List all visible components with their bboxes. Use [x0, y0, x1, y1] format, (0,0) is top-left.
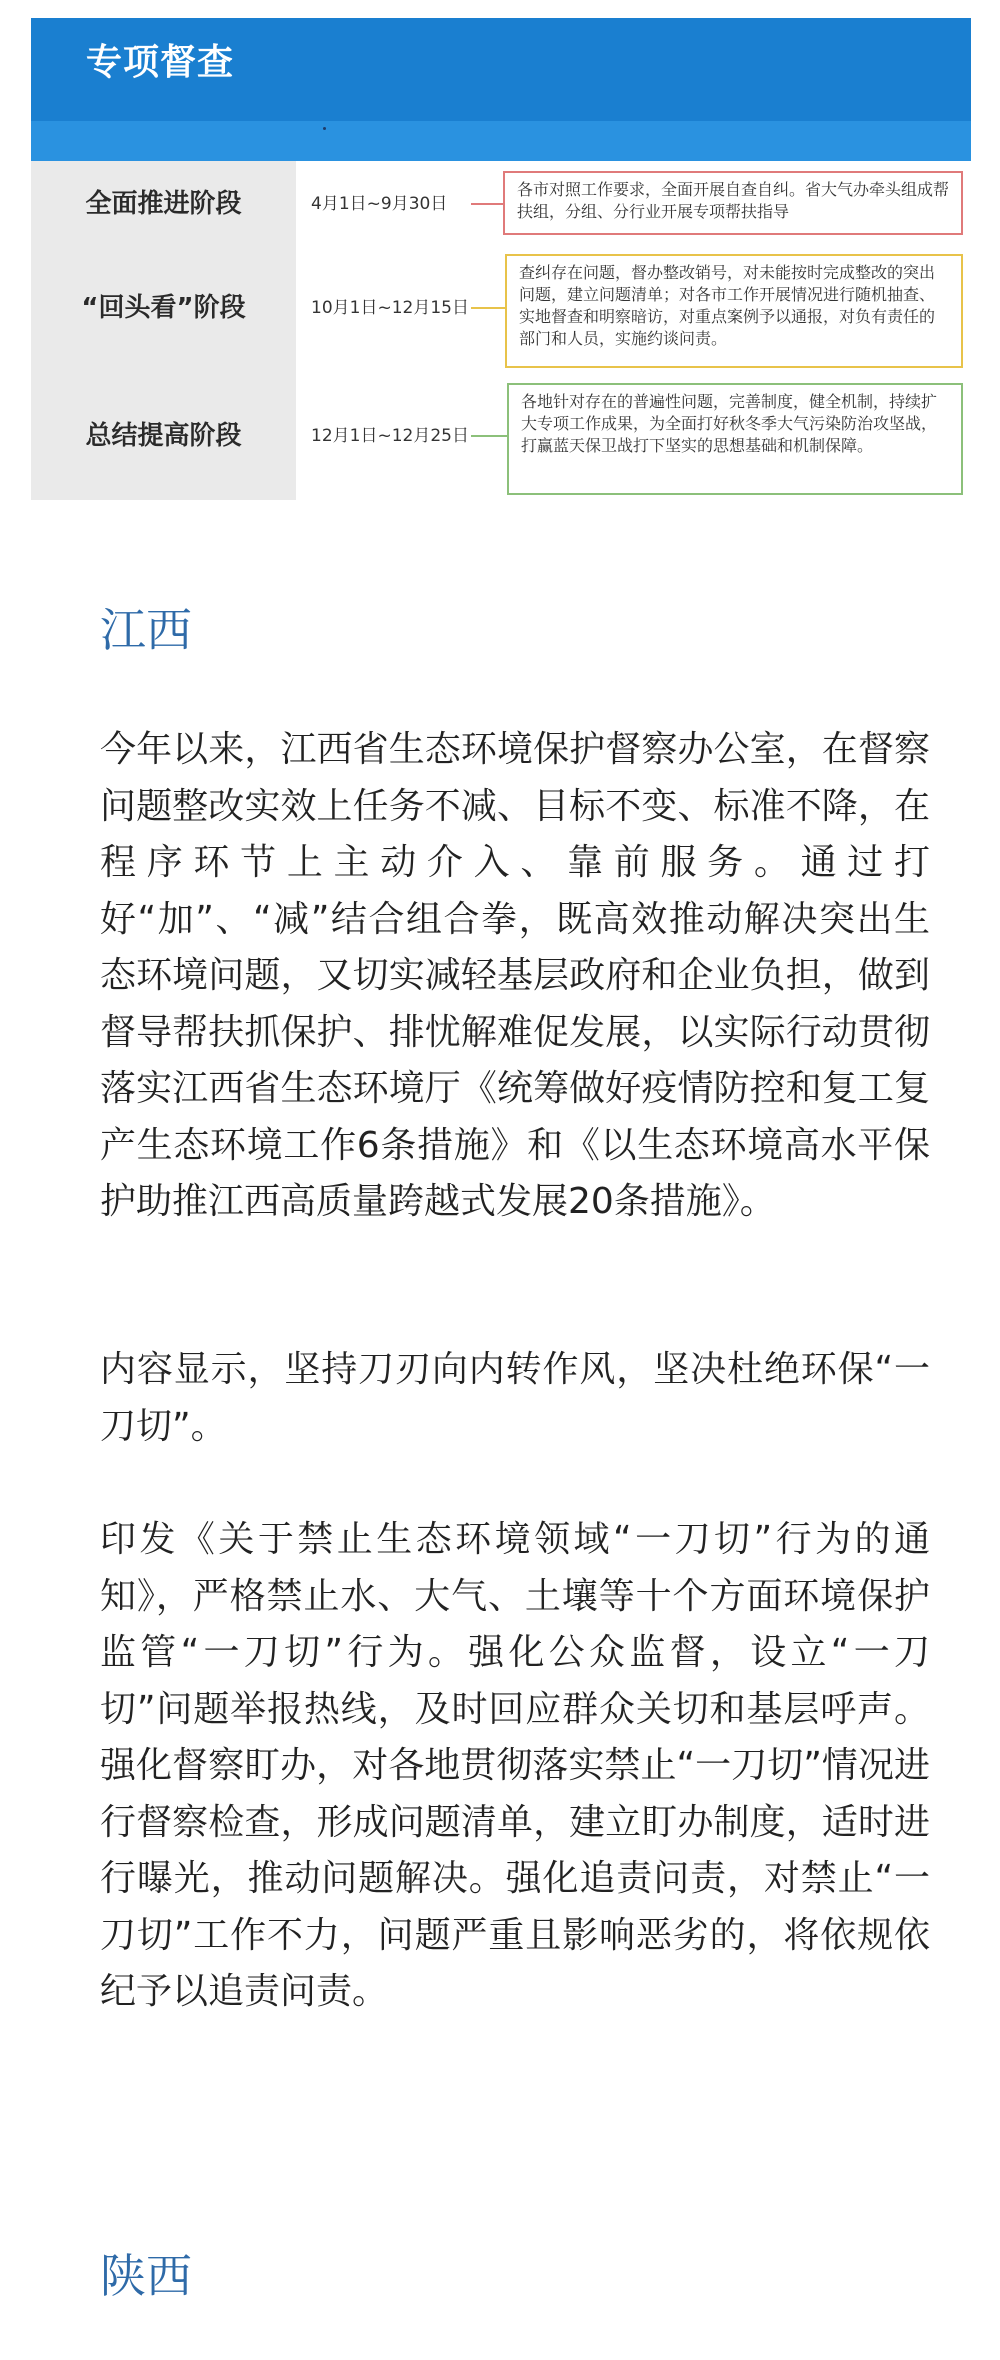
article-paragraph-2: 内容显示，坚持刀刃向内转作风，坚决杜绝环保“一刀切”。 — [100, 1349, 930, 1447]
stage-description-1: 各市对照工作要求，全面开展自查自纠。省大气办牵头组成帮扶组，分组、分行业开展专项帮扶指导 — [503, 171, 963, 235]
infographic-header — [31, 18, 971, 121]
article-paragraph-3: 印发《关于禁止生态环境领域“一刀切”行为的通知》，严格禁止水、大气、土壤等十个方面环境保护监管“一刀切”行为。强化公众监督，设立“一刀切”问题举报热线，及时回应群众关切和基层呼声。强化督察盯办，对各地贯彻落实禁止“一刀切”情况进行督察检查，形成问题清单，建立盯办制度，适时进行曝光，推动问题解决。强化追责问责，对禁止“一刀切”工作不力，问题严重且影响恶劣的，将依规依纪予以追责问责。 — [100, 1519, 930, 2012]
stage-name-1: 全面推进阶段 — [85, 189, 242, 219]
section-heading-jiangxi: 江西 — [100, 603, 192, 657]
infographic-divider-strip — [31, 121, 971, 161]
stage-name-3: 总结提高阶段 — [85, 421, 242, 451]
infographic-figure — [31, 18, 971, 500]
stage-description-3: 各地针对存在的普遍性问题，完善制度，健全机制，持续扩大专项工作成果，为全面打好秋冬季大气污染防治攻坚战，打赢蓝天保卫战打下坚实的思想基础和机制保障。 — [507, 383, 963, 495]
infographic-title: 专项督查 — [86, 42, 235, 83]
section-heading-shaanxi: 陕西 — [100, 2249, 192, 2303]
stage-name-2: “回头看”阶段 — [81, 293, 246, 323]
article-paragraph-1: 今年以来，江西省生态环境保护督察办公室，在督察问题整改实效上任务不减、目标不变、标准不降，在程序环节上主动介入、靠前服务。通过打好“加”、“减”结合组合拳，既高效推动解决突出生态环境问题，又切实减轻基层政府和企业负担，做到督导帮扶抓保护、排忧解难促发展，以实际行动贯彻落实江西省生态环境厅《统筹做好疫情防控和复工复产生态环境工作6条措施》和《以生态环境高水平保护助推江西高质量跨越式发展20条措施》。 — [100, 729, 930, 1222]
dot-marker — [323, 127, 326, 130]
stage-date-3: 12月1日~12月25日 — [311, 426, 469, 446]
stage-date-1: 4月1日~9月30日 — [311, 194, 448, 214]
stage-connector-1 — [471, 203, 503, 205]
stage-connector-3 — [471, 435, 507, 437]
stage-date-2: 10月1日~12月15日 — [311, 298, 469, 318]
stage-description-2: 查纠存在问题，督办整改销号，对未能按时完成整改的突出问题，建立问题清单；对各市工作开展情况进行随机抽查、实地督查和明察暗访，对重点案例予以通报，对负有责任的部门和人员，实施约谈问责。 — [505, 254, 963, 368]
stage-connector-2 — [471, 307, 505, 309]
